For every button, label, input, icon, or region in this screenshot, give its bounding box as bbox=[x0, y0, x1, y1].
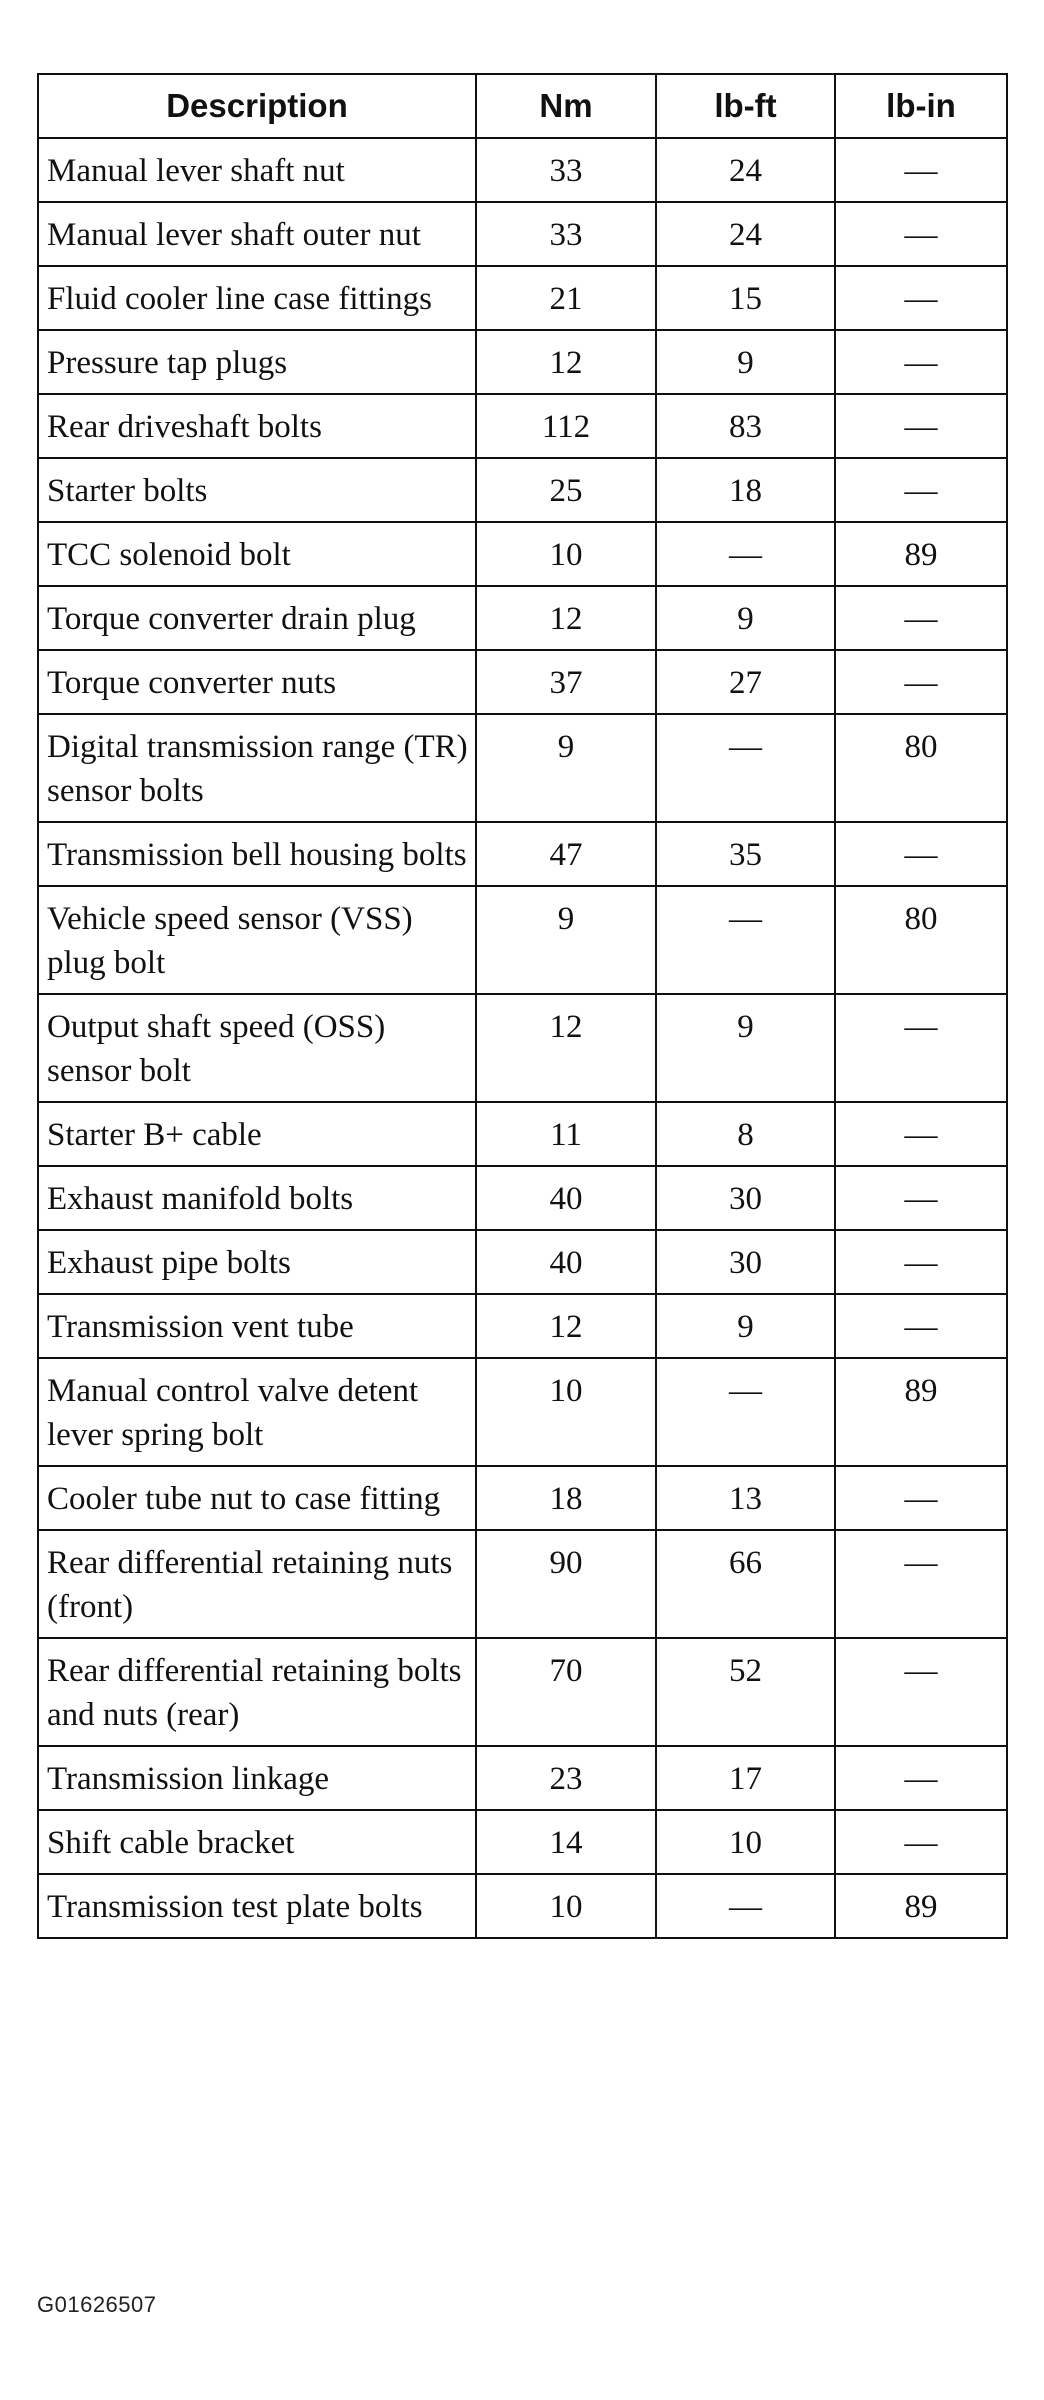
cell-description: Transmission bell housing bolts bbox=[38, 822, 476, 886]
cell-lb-in: — bbox=[835, 994, 1007, 1102]
table-row bbox=[38, 266, 1007, 330]
cell-lb-in: — bbox=[835, 1294, 1007, 1358]
table-row bbox=[38, 994, 1007, 1102]
torque-spec-table bbox=[37, 73, 1008, 1939]
cell-description: Torque converter drain plug bbox=[38, 586, 476, 650]
cell-lb-ft: 10 bbox=[656, 1810, 835, 1874]
table-header bbox=[38, 74, 1007, 138]
table-row bbox=[38, 1810, 1007, 1874]
cell-description: Digital transmission range (TR) sensor bolts bbox=[38, 714, 476, 822]
cell-nm: 40 bbox=[476, 1230, 656, 1294]
cell-description: Exhaust pipe bolts bbox=[38, 1230, 476, 1294]
cell-description: Torque converter nuts bbox=[38, 650, 476, 714]
cell-description: TCC solenoid bolt bbox=[38, 522, 476, 586]
cell-nm: 40 bbox=[476, 1166, 656, 1230]
cell-lb-ft: — bbox=[656, 522, 835, 586]
cell-lb-in: — bbox=[835, 650, 1007, 714]
cell-lb-ft: — bbox=[656, 1358, 835, 1466]
table-row bbox=[38, 1466, 1007, 1530]
cell-lb-in: 89 bbox=[835, 1874, 1007, 1938]
cell-description: Transmission vent tube bbox=[38, 1294, 476, 1358]
figure-id: G01626507 bbox=[37, 2292, 157, 2317]
table-row bbox=[38, 586, 1007, 650]
cell-description: Vehicle speed sensor (VSS) plug bolt bbox=[38, 886, 476, 994]
cell-nm: 21 bbox=[476, 266, 656, 330]
cell-nm: 33 bbox=[476, 202, 656, 266]
cell-lb-ft: 27 bbox=[656, 650, 835, 714]
cell-nm: 11 bbox=[476, 1102, 656, 1166]
table-body bbox=[38, 138, 1007, 1938]
cell-lb-in: — bbox=[835, 266, 1007, 330]
cell-lb-ft: 66 bbox=[656, 1530, 835, 1638]
cell-lb-in: — bbox=[835, 1746, 1007, 1810]
cell-lb-in: — bbox=[835, 822, 1007, 886]
cell-nm: 12 bbox=[476, 586, 656, 650]
cell-description: Rear driveshaft bolts bbox=[38, 394, 476, 458]
cell-nm: 9 bbox=[476, 886, 656, 994]
header-nm: Nm bbox=[476, 74, 656, 138]
cell-lb-ft: 24 bbox=[656, 138, 835, 202]
table-row bbox=[38, 1874, 1007, 1938]
cell-lb-ft: — bbox=[656, 886, 835, 994]
cell-description: Exhaust manifold bolts bbox=[38, 1166, 476, 1230]
cell-lb-ft: 83 bbox=[656, 394, 835, 458]
table-row bbox=[38, 330, 1007, 394]
cell-lb-in: — bbox=[835, 1530, 1007, 1638]
cell-lb-in: 89 bbox=[835, 522, 1007, 586]
cell-lb-in: — bbox=[835, 1102, 1007, 1166]
header-row bbox=[38, 74, 1007, 138]
cell-nm: 112 bbox=[476, 394, 656, 458]
cell-nm: 14 bbox=[476, 1810, 656, 1874]
cell-description: Pressure tap plugs bbox=[38, 330, 476, 394]
cell-lb-in: 80 bbox=[835, 714, 1007, 822]
cell-description: Fluid cooler line case fittings bbox=[38, 266, 476, 330]
cell-lb-ft: 8 bbox=[656, 1102, 835, 1166]
cell-nm: 12 bbox=[476, 330, 656, 394]
cell-description: Starter bolts bbox=[38, 458, 476, 522]
cell-description: Cooler tube nut to case fitting bbox=[38, 1466, 476, 1530]
cell-lb-ft: 30 bbox=[656, 1230, 835, 1294]
cell-lb-ft: 9 bbox=[656, 330, 835, 394]
cell-lb-in: — bbox=[835, 202, 1007, 266]
cell-description: Manual control valve detent lever spring bolt bbox=[38, 1358, 476, 1466]
table-row bbox=[38, 1638, 1007, 1746]
cell-lb-ft: 24 bbox=[656, 202, 835, 266]
cell-lb-in: 89 bbox=[835, 1358, 1007, 1466]
cell-lb-in: — bbox=[835, 330, 1007, 394]
cell-lb-in: — bbox=[835, 1166, 1007, 1230]
cell-nm: 33 bbox=[476, 138, 656, 202]
cell-lb-in: — bbox=[835, 586, 1007, 650]
cell-nm: 10 bbox=[476, 522, 656, 586]
table-row bbox=[38, 822, 1007, 886]
cell-nm: 23 bbox=[476, 1746, 656, 1810]
cell-description: Transmission test plate bolts bbox=[38, 1874, 476, 1938]
cell-lb-ft: 52 bbox=[656, 1638, 835, 1746]
cell-nm: 25 bbox=[476, 458, 656, 522]
header-description: Description bbox=[38, 74, 476, 138]
cell-lb-in: — bbox=[835, 1638, 1007, 1746]
table-row bbox=[38, 1358, 1007, 1466]
cell-lb-in: — bbox=[835, 138, 1007, 202]
cell-nm: 12 bbox=[476, 994, 656, 1102]
cell-description: Starter B+ cable bbox=[38, 1102, 476, 1166]
table-row bbox=[38, 522, 1007, 586]
cell-lb-ft: 35 bbox=[656, 822, 835, 886]
cell-description: Manual lever shaft nut bbox=[38, 138, 476, 202]
table-row bbox=[38, 202, 1007, 266]
table-row bbox=[38, 394, 1007, 458]
cell-lb-ft: 9 bbox=[656, 994, 835, 1102]
cell-lb-ft: — bbox=[656, 714, 835, 822]
cell-nm: 47 bbox=[476, 822, 656, 886]
cell-lb-ft: 30 bbox=[656, 1166, 835, 1230]
table-row bbox=[38, 886, 1007, 994]
table-row bbox=[38, 458, 1007, 522]
cell-lb-in: — bbox=[835, 458, 1007, 522]
table-row bbox=[38, 1746, 1007, 1810]
cell-nm: 10 bbox=[476, 1874, 656, 1938]
cell-lb-ft: 18 bbox=[656, 458, 835, 522]
cell-lb-in: 80 bbox=[835, 886, 1007, 994]
table-row bbox=[38, 1102, 1007, 1166]
cell-nm: 9 bbox=[476, 714, 656, 822]
cell-nm: 12 bbox=[476, 1294, 656, 1358]
cell-lb-ft: — bbox=[656, 1874, 835, 1938]
cell-lb-ft: 15 bbox=[656, 266, 835, 330]
cell-nm: 90 bbox=[476, 1530, 656, 1638]
table-row bbox=[38, 1166, 1007, 1230]
cell-lb-ft: 17 bbox=[656, 1746, 835, 1810]
table-row bbox=[38, 1530, 1007, 1638]
cell-description: Rear differential retaining nuts (front) bbox=[38, 1530, 476, 1638]
table-row bbox=[38, 138, 1007, 202]
cell-description: Shift cable bracket bbox=[38, 1810, 476, 1874]
cell-nm: 18 bbox=[476, 1466, 656, 1530]
table-row bbox=[38, 714, 1007, 822]
cell-description: Manual lever shaft outer nut bbox=[38, 202, 476, 266]
header-lb-in: lb-in bbox=[835, 74, 1007, 138]
cell-lb-in: — bbox=[835, 1230, 1007, 1294]
cell-description: Transmission linkage bbox=[38, 1746, 476, 1810]
cell-lb-in: — bbox=[835, 1810, 1007, 1874]
cell-lb-in: — bbox=[835, 1466, 1007, 1530]
cell-nm: 37 bbox=[476, 650, 656, 714]
cell-description: Output shaft speed (OSS) sensor bolt bbox=[38, 994, 476, 1102]
cell-lb-ft: 9 bbox=[656, 586, 835, 650]
table-row bbox=[38, 650, 1007, 714]
cell-lb-ft: 13 bbox=[656, 1466, 835, 1530]
header-lb-ft: lb-ft bbox=[656, 74, 835, 138]
cell-description: Rear differential retaining bolts and nuts (rear) bbox=[38, 1638, 476, 1746]
cell-lb-ft: 9 bbox=[656, 1294, 835, 1358]
table-row bbox=[38, 1294, 1007, 1358]
cell-nm: 70 bbox=[476, 1638, 656, 1746]
table-row bbox=[38, 1230, 1007, 1294]
cell-lb-in: — bbox=[835, 394, 1007, 458]
cell-nm: 10 bbox=[476, 1358, 656, 1466]
